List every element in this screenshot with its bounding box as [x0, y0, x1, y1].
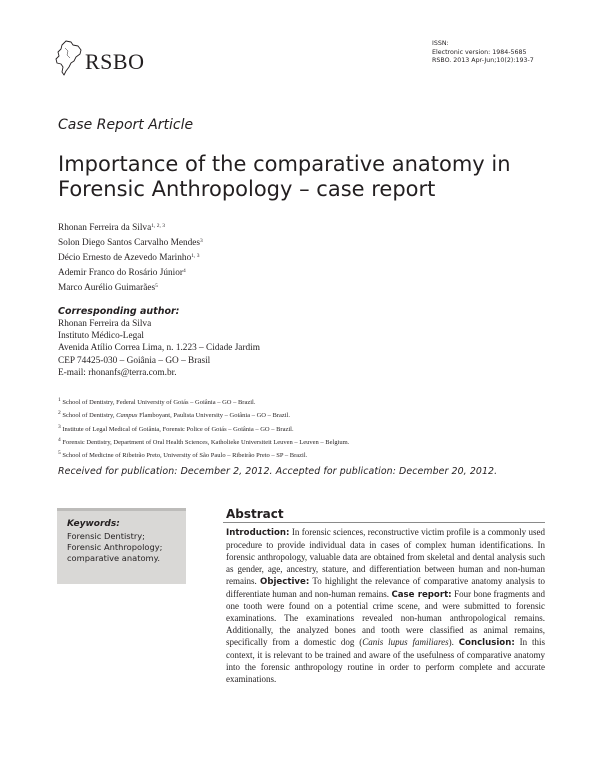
keywords-box	[57, 508, 186, 584]
affiliation: $^5$ School of Medicine of Ribeirão Preto, University of São Paulo – Ribeirão Preto – SP – Brazil.	[58, 450, 308, 460]
brazil-map-icon	[54, 40, 84, 78]
corresponding-author-heading: Corresponding author:	[58, 306, 180, 317]
journal-citation: RSBO. 2013 Apr-Jun;10(2):193-7	[432, 57, 534, 64]
affiliation: $^1$ School of Dentistry, Federal University of Goiás – Goiânia – GO – Brazil.	[58, 397, 256, 406]
corresponding-author-address	[58, 318, 260, 379]
address-line: Instituto Médico-Legal	[58, 331, 144, 342]
keywords-heading: Keywords:	[67, 519, 120, 529]
author: Rhonan Ferreira da Silva$^{1, 2, 3}$	[58, 223, 165, 233]
address-line: Avenida Atílio Correa Lima, n. 1.223 – Cidade Jardim	[58, 343, 260, 354]
article-type: Case Report Article	[58, 117, 194, 133]
affiliation: $^3$ Institute of Legal Medical of Goiânia, Forensic Police of Goiás – Goiânia – GO – Brazil.	[58, 423, 294, 433]
author: Solon Diego Santos Carvalho Mendes$^3$	[58, 238, 203, 248]
article-title: Importance of the comparative anatomy in Forensic Anthropology – case report	[58, 152, 511, 201]
keyword: Forensic Dentistry;	[67, 531, 145, 541]
affiliation-list	[58, 395, 349, 461]
author: Décio Ernesto de Azevedo Marinho$^{1, 3}$	[58, 253, 200, 263]
author: Marco Aurélio Guimarães$^5$	[58, 283, 158, 293]
author: Ademir Franco do Rosário Júnior$^4$	[58, 268, 186, 278]
issn-label: ISSN:	[432, 40, 449, 47]
author-list	[58, 220, 203, 295]
abstract-heading: Abstract	[226, 507, 284, 521]
affiliation: $^2$ School of Dentistry, Campus Flamboyant, Paulista University – Goiânia – GO – Brazil.	[58, 410, 290, 420]
affiliation: $^4$ Forensic Dentistry, Department of Oral Health Sciences, Katholieke Universiteit Leuven – Leuven – Belgium.	[58, 436, 350, 446]
abstract-body: Introduction: In forensic sciences, reconstructive victim profile is a commonly used procedure to provide individual data in cases of complex human identifications. In forensic anthropology, valuable data are obtained from skeletal and dental analysis such as gender, age, ancestry, stature, and differentiation between human and non-human remains. Objective: To highlight the relevance of comparative anatomy analysis to differentiate human and non-human remains. Case report: Four bone fragments and one tooth were found on a potential crime scene, and were submitted to forensic examinations. The examinations revealed non-human anthropological remains. Additionally, the analyzed bones and tooth were classified as animal remains, specifically from a domestic dog (Canis lupus familiares). Conclusion: In this context, it is relevant to be trained and aware of the usefulness of comparative anatomy into the forensic anthropology routine in order to perform complete and accurate examinations.	[226, 527, 546, 684]
address-line: CEP 74425-030 – Goiânia – GO – Brasil	[58, 355, 211, 366]
keyword: comparative anatomy.	[67, 553, 160, 563]
issn-block	[432, 40, 534, 66]
journal-logo	[54, 40, 164, 80]
publication-dates: Received for publication: December 2, 2012. Accepted for publication: December 20, 2012.	[58, 466, 498, 477]
address-line: Rhonan Ferreira da Silva	[58, 319, 152, 329]
journal-abbrev: RSBO	[85, 49, 145, 74]
issn-electronic: Electronic version: 1984-5685	[432, 48, 527, 56]
keyword: Forensic Anthropology;	[67, 542, 163, 552]
email: E-mail: rhonanfs@terra.com.br.	[58, 367, 177, 378]
keywords-list	[67, 531, 176, 564]
abstract-divider	[223, 522, 545, 523]
